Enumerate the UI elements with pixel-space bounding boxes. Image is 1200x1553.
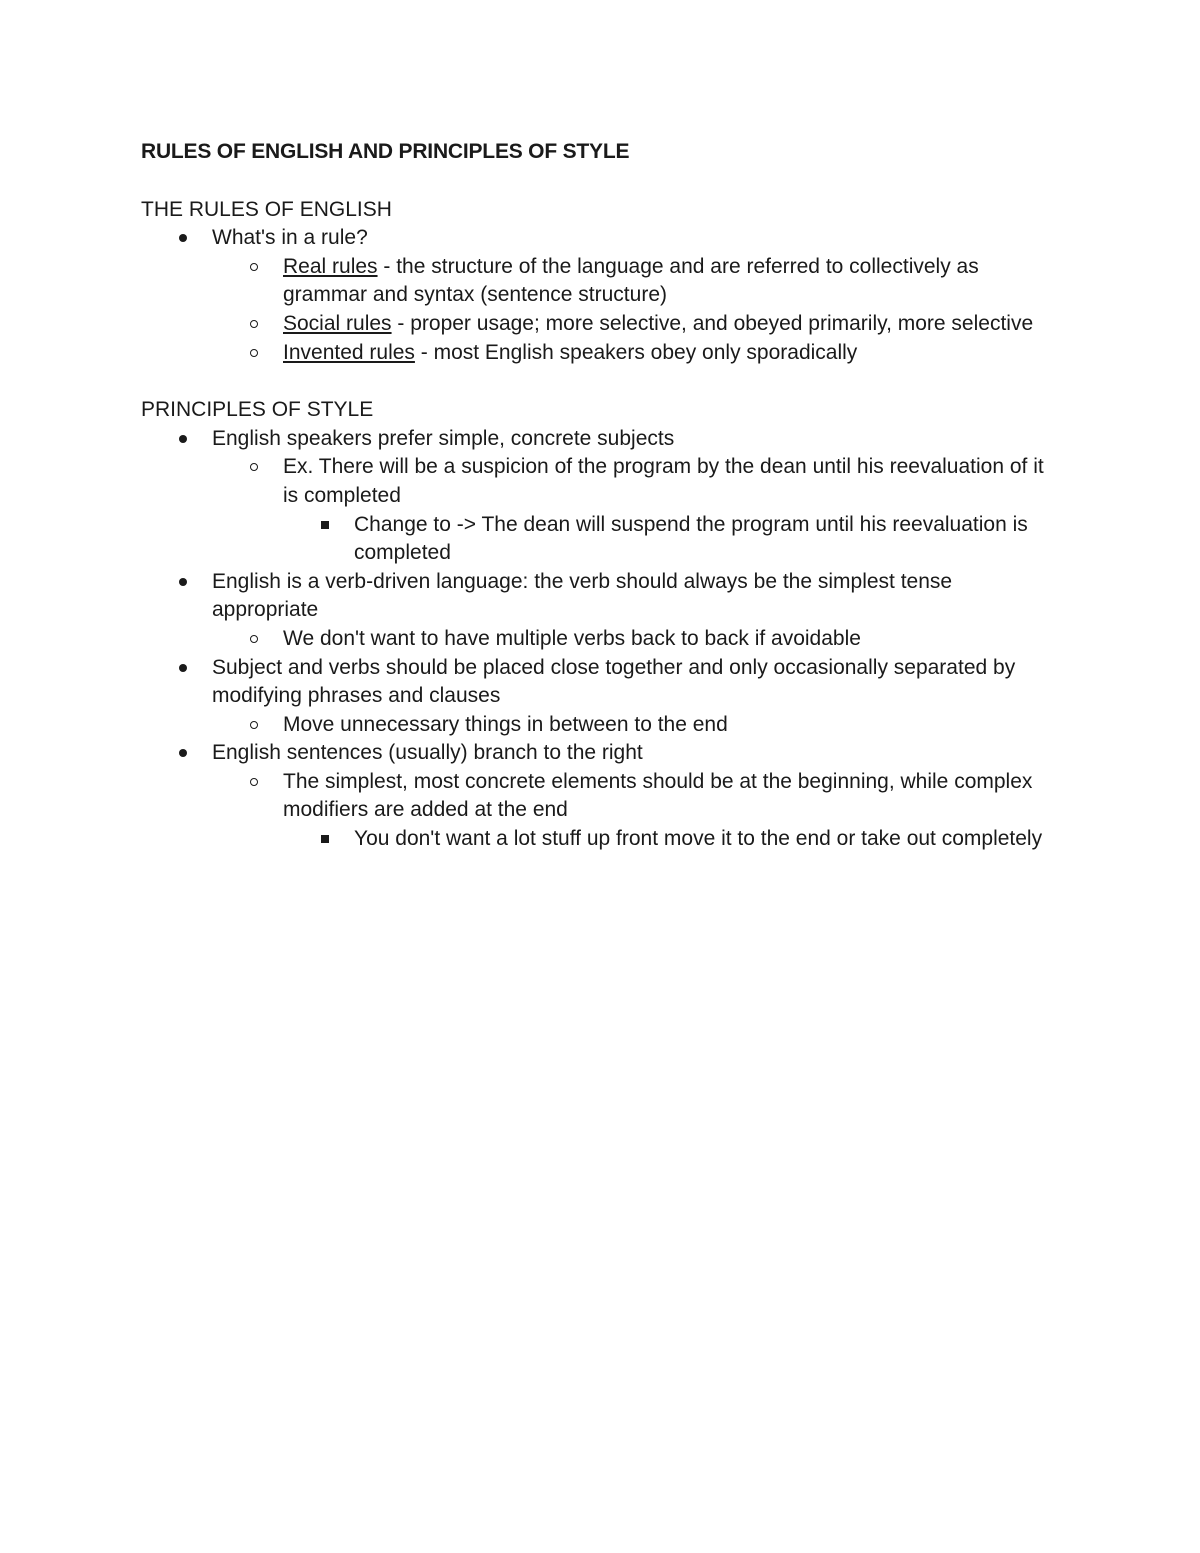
circle-bullet-icon [250, 778, 258, 786]
list-item [283, 511, 1061, 568]
list-item [141, 739, 1061, 853]
term-real-rules: Real rules [283, 254, 378, 278]
list-item-text: Move unnecessary things in between to the end [283, 712, 728, 736]
circle-bullet-icon [250, 263, 258, 271]
list-item-text: What's in a rule? [212, 226, 368, 250]
disc-bullet-icon [179, 664, 187, 672]
list-item [141, 224, 1061, 367]
circle-bullet-icon [250, 463, 258, 471]
sub-sub-list [212, 825, 1061, 854]
section-heading-style: PRINCIPLES OF STYLE [141, 398, 374, 422]
circle-bullet-icon [250, 635, 258, 643]
list-item-text: You don't want a lot stuff up front move it to the end or take out completely [354, 827, 1043, 851]
sub-list [141, 453, 1061, 567]
list-item-text: English sentences (usually) branch to the right [212, 741, 643, 765]
list-item [141, 568, 1061, 654]
term-social-rules: Social rules [283, 311, 392, 335]
disc-bullet-icon [179, 578, 187, 586]
list-item-text: - proper usage; more selective, and obeyed primarily, more selective [391, 311, 1034, 335]
list-item-text: - the structure of the language and are referred to collectively as grammar and syntax (sentence structure) [283, 254, 979, 307]
style-list [141, 425, 1061, 854]
list-item-text: The simplest, most concrete elements should be at the beginning, while complex modifiers are added at the end [283, 769, 1033, 822]
disc-bullet-icon [179, 435, 187, 443]
document-title: RULES OF ENGLISH AND PRINCIPLES OF STYLE [141, 140, 630, 163]
list-item [141, 425, 1061, 568]
list-item [212, 625, 1061, 654]
list-item [212, 310, 1061, 339]
list-item-text: Subject and verbs should be placed close together and only occasionally separated by modifying phrases and clauses [212, 655, 1016, 708]
list-item [141, 654, 1061, 740]
sub-list [141, 768, 1061, 854]
list-item [212, 768, 1061, 854]
list-item [212, 711, 1061, 740]
sub-list [141, 253, 1061, 367]
square-bullet-icon [321, 521, 329, 529]
disc-bullet-icon [179, 749, 187, 757]
sub-list [141, 711, 1061, 740]
list-item-text: - most English speakers obey only sporadically [414, 340, 858, 364]
list-item-text: Change to -> The dean will suspend the program until his reevaluation is completed [354, 512, 1028, 565]
circle-bullet-icon [250, 721, 258, 729]
list-item [212, 339, 1061, 368]
square-bullet-icon [321, 835, 329, 843]
sub-list [141, 625, 1061, 654]
list-item [212, 453, 1061, 567]
list-item-text: English speakers prefer simple, concrete subjects [212, 426, 675, 450]
list-item-text: Ex. There will be a suspicion of the program by the dean until his reevaluation of it is completed [283, 455, 1044, 507]
document-page [141, 138, 1061, 854]
list-item [283, 825, 1061, 854]
circle-bullet-icon [250, 349, 258, 357]
list-item [212, 253, 1061, 310]
list-item-text: We don't want to have multiple verbs back to back if avoidable [283, 626, 861, 650]
list-item-text: English is a verb-driven language: the verb should always be the simplest tense appropriate [212, 569, 953, 622]
spacer [141, 367, 1061, 396]
section-heading-rules: THE RULES OF ENGLISH [141, 197, 392, 221]
disc-bullet-icon [179, 234, 187, 242]
circle-bullet-icon [250, 320, 258, 328]
sub-sub-list [212, 511, 1061, 568]
rules-list [141, 224, 1061, 367]
term-invented-rules: Invented rules [283, 340, 415, 364]
